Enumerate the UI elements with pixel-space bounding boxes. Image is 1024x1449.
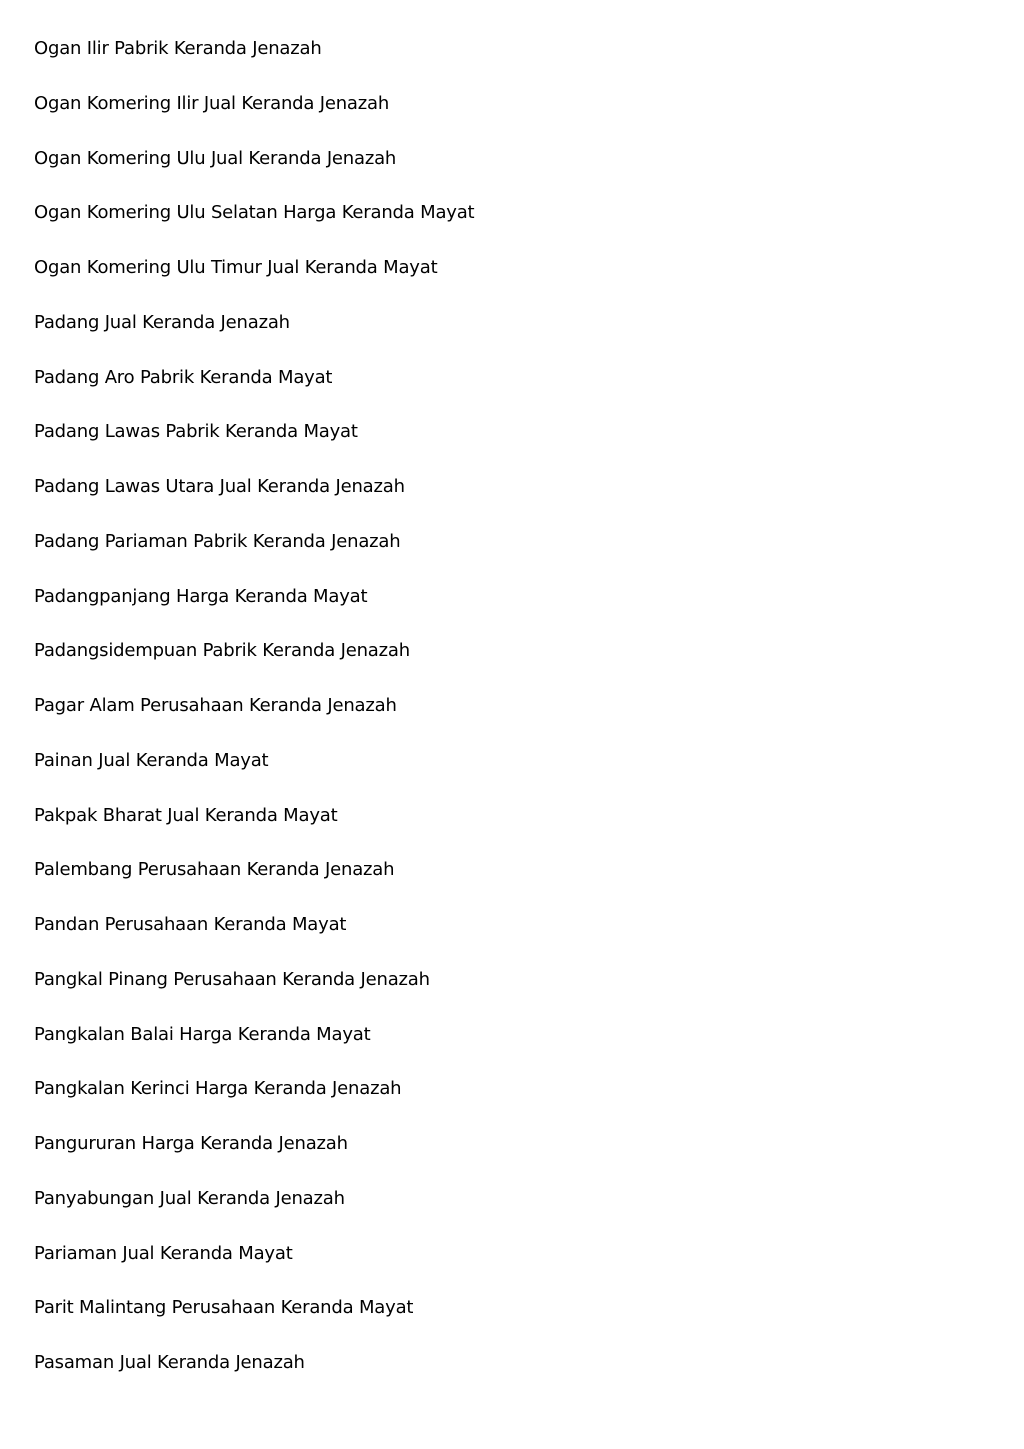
list-item: Padang Pariaman Pabrik Keranda Jenazah xyxy=(34,530,401,552)
list-item: Padangpanjang Harga Keranda Mayat xyxy=(34,585,368,607)
list-item: Pangkalan Kerinci Harga Keranda Jenazah xyxy=(34,1078,402,1100)
list-item: Padang Aro Pabrik Keranda Mayat xyxy=(34,366,333,388)
list-item: Pariaman Jual Keranda Mayat xyxy=(34,1242,293,1264)
list-item: Ogan Komering Ulu Timur Jual Keranda Mayat xyxy=(34,257,438,278)
list-item: Pangururan Harga Keranda Jenazah xyxy=(34,1133,348,1154)
list-item: Palembang Perusahaan Keranda Jenazah xyxy=(34,859,395,881)
list-item: Parit Malintang Perusahaan Keranda Mayat xyxy=(34,1297,414,1319)
list-item: Padang Jual Keranda Jenazah xyxy=(34,311,290,333)
list-item: Pangkalan Balai Harga Keranda Mayat xyxy=(34,1023,371,1045)
list-item: Pagar Alam Perusahaan Keranda Jenazah xyxy=(34,695,397,716)
list-item: Ogan Komering Ulu Selatan Harga Keranda Mayat xyxy=(34,202,475,224)
location-product-list xyxy=(34,36,994,1405)
list-item: Pandan Perusahaan Keranda Mayat xyxy=(34,914,347,935)
list-item: Padang Lawas Pabrik Keranda Mayat xyxy=(34,421,358,443)
list-item: Pasaman Jual Keranda Jenazah xyxy=(34,1352,305,1373)
document-page xyxy=(34,36,994,1405)
list-item: Painan Jual Keranda Mayat xyxy=(34,749,269,771)
list-item: Panyabungan Jual Keranda Jenazah xyxy=(34,1187,345,1209)
list-item: Padangsidempuan Pabrik Keranda Jenazah xyxy=(34,640,410,662)
list-item: Padang Lawas Utara Jual Keranda Jenazah xyxy=(34,476,405,497)
list-item: Pangkal Pinang Perusahaan Keranda Jenazah xyxy=(34,968,430,990)
list-item: Pakpak Bharat Jual Keranda Mayat xyxy=(34,804,338,826)
list-item: Ogan Ilir Pabrik Keranda Jenazah xyxy=(34,38,322,59)
list-item: Ogan Komering Ulu Jual Keranda Jenazah xyxy=(34,147,397,169)
list-item: Ogan Komering Ilir Jual Keranda Jenazah xyxy=(34,92,390,114)
